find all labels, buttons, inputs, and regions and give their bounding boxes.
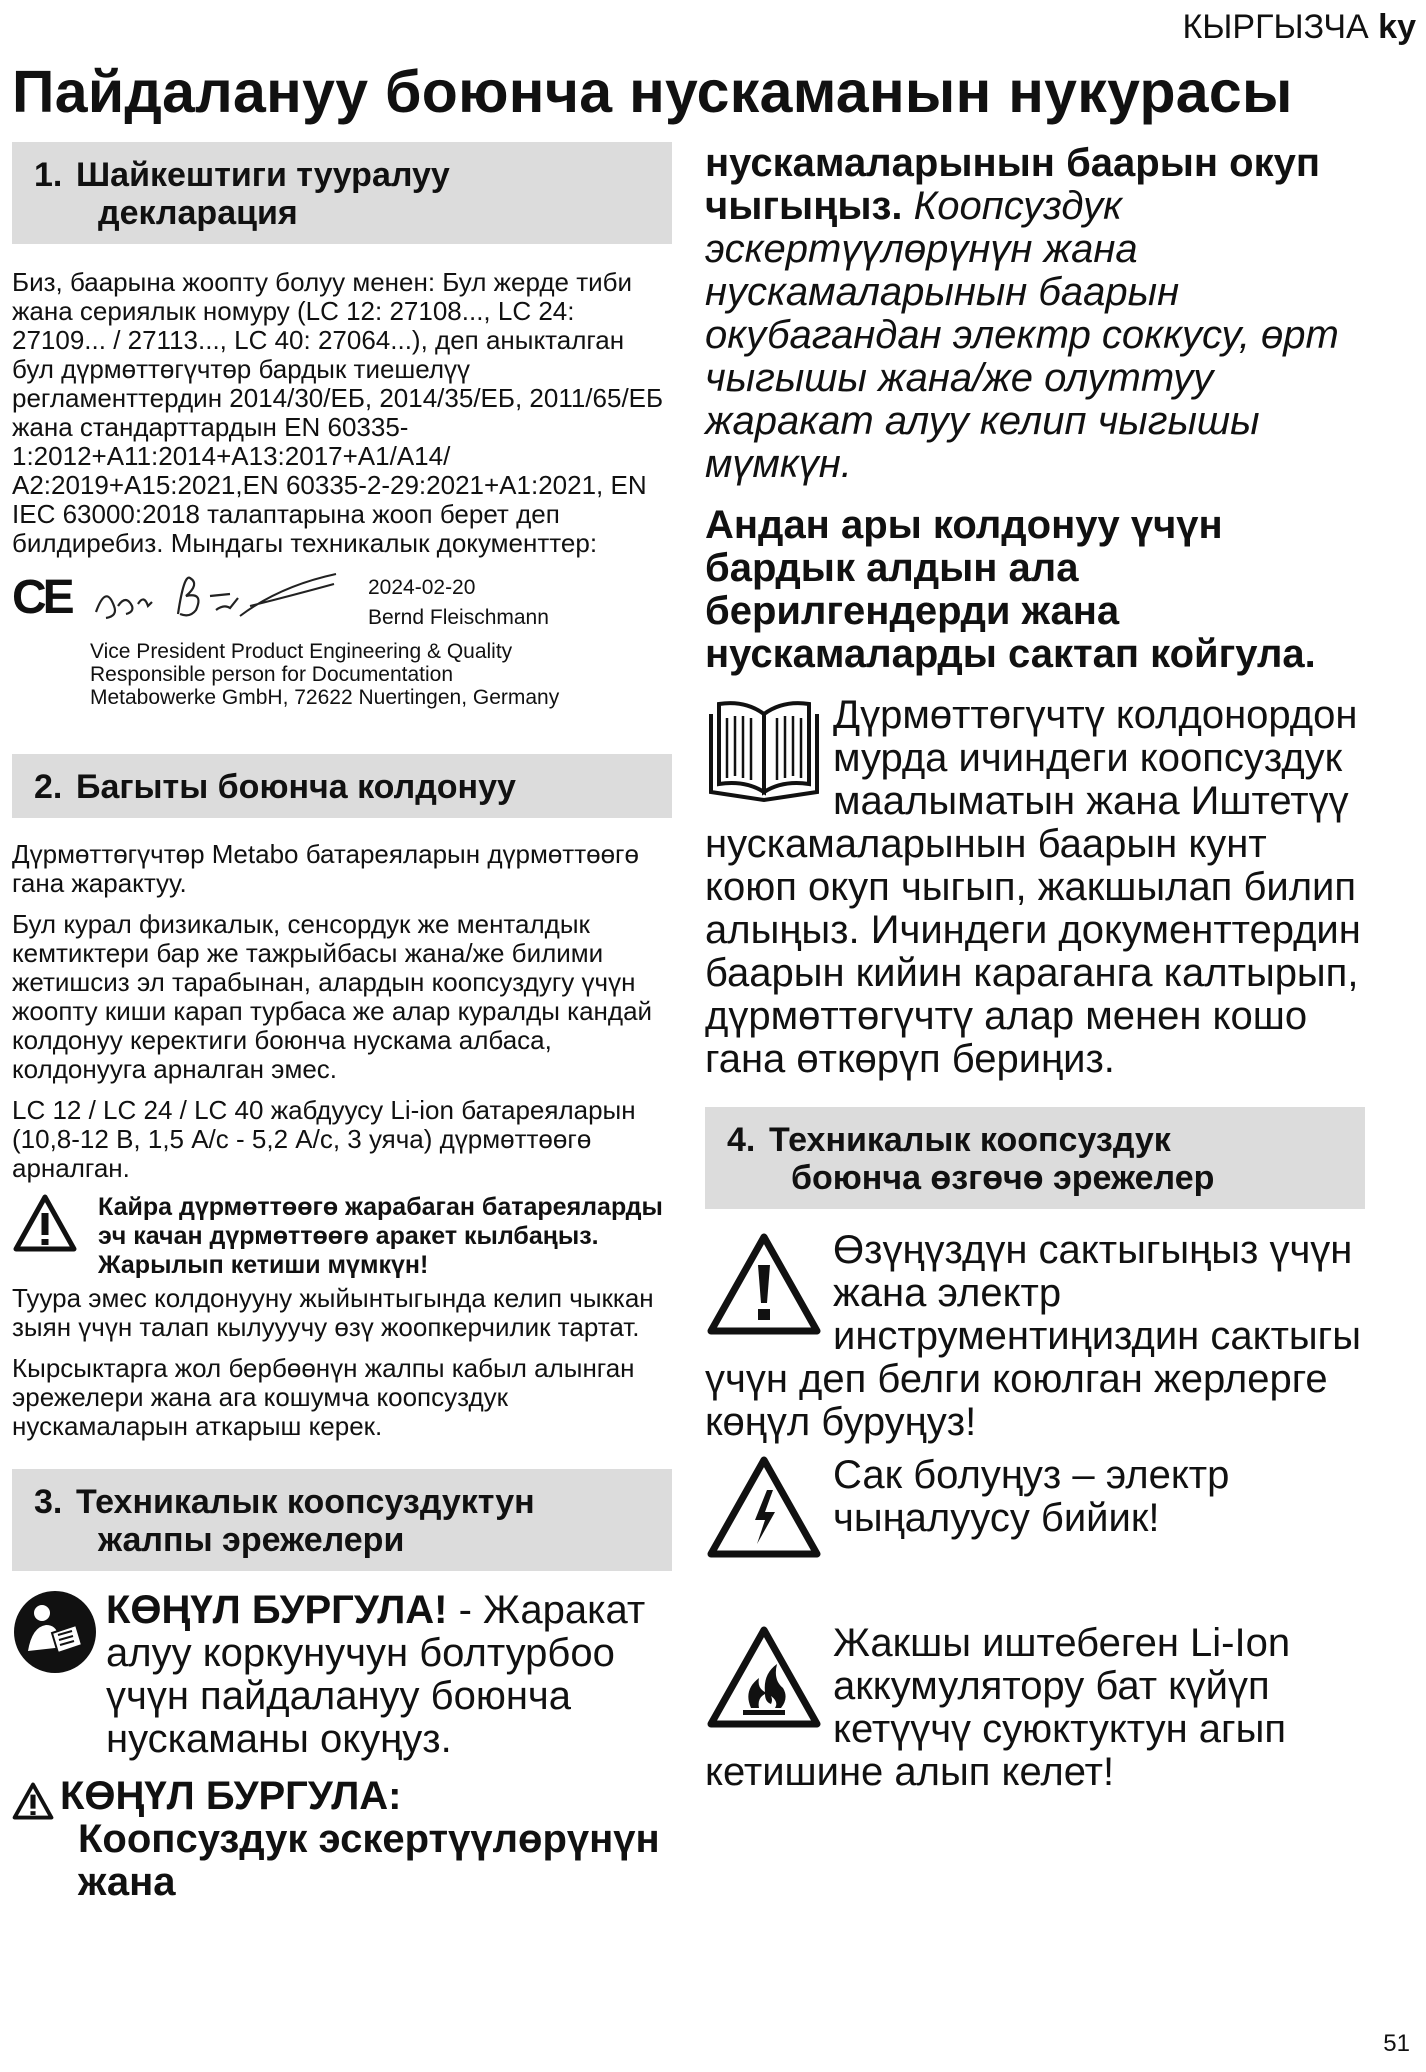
section-2-paragraph: LC 12 / LC 24 / LC 40 жабдуусу Li-ion батареяларын (10,8-12 В, 1,5 А/с - 5,2 А/с, 3 уяча) дүрмөттөөгө арналган.: [12, 1095, 636, 1183]
read-manual-note: КӨҢҮЛ БУРГУЛА! - Жаракат алуу коркунучун болтурбоо үчүн пайдалануу боюнча нускаманы окуңуз.: [12, 1589, 672, 1761]
signature-block: [12, 566, 672, 726]
section-2-heading: 2. Багыты боюнча колдонуу: [12, 754, 672, 818]
page-number: 51: [1383, 2030, 1410, 2057]
warning-triangle-icon: [705, 1231, 823, 1339]
safety-symbol-note: Өзүңүздүн сактыгыңыз үчүн жана электр инструментиңиздин сактыгы үчүн деп белги коюлган жерлерге көңүл буруңуз!: [705, 1228, 1361, 1444]
declaration-text: Биз, баарына жоопту болуу менен: Бул жерде тиби жана сериялык номуру (LC 12: 27108..., LC 24: 27109... / 27113..., LC 40: 27064...), деп аныкталган бул дүрмөттөгүчтөр бардык тиешелүү регламенттердин 2014/30/ЕБ, 2014/35/ЕБ, 2011/65/ЕБ жана стандарттардын EN 60335-1:2012+A11:2014+A13:2017+A1/A14/ A2:2019+A15:2021,EN 60335-2-29:2021+A1:2021, EN IEC 63000:2018 талаптарына жооп берет деп билдиребиз. Мындагы техникалык документтер:: [12, 267, 664, 558]
page-title: Пайдалануу боюнча нускаманын нукурасы: [12, 59, 1293, 125]
left-column: [12, 142, 672, 1904]
flammable-icon: [705, 1624, 823, 1732]
signature-date: 2024-02-20: [368, 576, 476, 599]
signatory-name: Bernd Fleischmann: [368, 606, 549, 629]
section-2-paragraph: Туура эмес колдонууну жыйынтыгында келип чыккан зыян үчүн талап кылууучу өзү жоопкерчилик тартат.: [12, 1283, 654, 1342]
attention-note: КӨҢҮЛ БУРГУЛА: Коопсуздук эскертүүлөрүнүн жана: [12, 1775, 672, 1904]
right-column: [705, 142, 1365, 1794]
warning-text: Кайра дүрмөттөөгө жарабаган батареяларды эч качан дүрмөттөөгө аракет кылбаңыз. Жарылып кетиши мүмкүн!: [98, 1193, 663, 1279]
signatory-role: Vice President Product Engineering & Quality Responsible person for Documentation Metabowerke GmbH, 72622 Nuertingen, Germany: [90, 640, 560, 709]
section-3-heading: 3. Техникалык коопсуздуктун жалпы эрежелери: [12, 1469, 672, 1571]
section-1-heading: 1. Шайкештиги тууралуу декларация: [12, 142, 672, 244]
warning-triangle-icon: [12, 1193, 78, 1253]
ce-mark: CE: [12, 571, 71, 624]
section-2-paragraph: Кырсыктарга жол бербөөнүн жалпы кабыл алынган эрежелери жана ага кошумча коопсуздук нускамаларын аткарыш керек.: [12, 1353, 635, 1441]
read-documents-note: Дүрмөттөгүчтү колдонордон мурда ичиндеги коопсуздук маалыматын жана Иштетүү нускамаларынын баарын кунт коюп окуп чыгып, жакшылап билип алыңыз. Ичиндеги документтердин баарын кийин караганга калтырып, дүрмөттөгүчтү алар менен кошо гана өткөрүп бериңиз.: [705, 693, 1361, 1081]
warning-note: [12, 1193, 672, 1280]
section-2-paragraph: Дүрмөттөгүчтөр Metabo батареяларын дүрмөттөөгө гана жарактуу.: [12, 839, 639, 898]
signature-icon: [90, 566, 360, 636]
section-4-heading: 4. Техникалык коопсуздук боюнча өзгөчө эрежелер: [705, 1107, 1365, 1209]
keep-instructions-note: Андан ары колдонуу үчүн бардык алдын ала берилгендерди жана нускамаларды сактап койгула.: [705, 503, 1316, 676]
safety-warning-continued: нускамаларынын баарын окуп чыгыңыз. Коопсуздук эскертүүлөрүнүн жана нускамаларынын баарын окубагандан электр соккусу, өрт чыгышы жана/же олуттуу жаракат алуу келип чыгышы мүмкүн.: [705, 141, 1339, 486]
high-voltage-note: Сак болуңуз – электр чыңалуусу бийик!: [705, 1454, 1365, 1562]
read-manual-icon: [12, 1589, 98, 1675]
battery-fire-note: Жакшы иштебеген Li-Ion аккумулятору бат күйүп кетүүчү суюктуктун агып кетишине алып келет!: [705, 1621, 1291, 1794]
warning-triangle-icon: [12, 1781, 54, 1821]
language-label: КЫРГЫЗЧА ky: [1182, 8, 1416, 46]
high-voltage-icon: [705, 1454, 823, 1562]
section-2-paragraph: Бул курал физикалык, сенсордук же менталдык кемтиктери бар же тажрыйбасы жана/же билими жетишсиз эл тарабынан, алардын коопсуздугу үчүн жоопту киши карап турбаса же алар куралды кандай колдонуу керектиги боюнча нускама албаса, колдонууга арналган эмес.: [12, 909, 653, 1084]
open-book-icon: [705, 696, 823, 804]
